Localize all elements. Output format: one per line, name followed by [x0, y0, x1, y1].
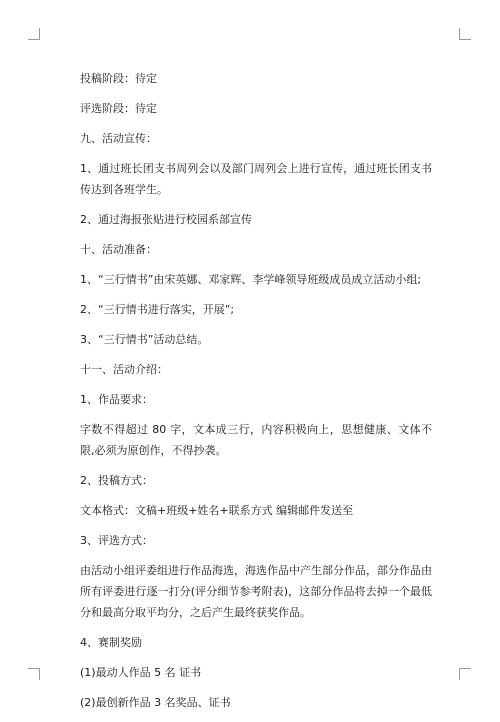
heading-publicity: 九、活动宣传： [80, 132, 157, 145]
paragraph-award-1: (1)最动人作品 5 名 证书 [80, 666, 202, 679]
subheading-awards: 4、赛制奖励 [80, 636, 142, 649]
paragraph-requirements: 字数不得超过 80 字，文本成三行，内容积极向上，思想健康、文体不限,必须为原创作，不得抄袭。 [80, 423, 432, 457]
crop-mark-bottom-right [459, 668, 471, 680]
paragraph-publicity-2: 2、通过海报张贴进行校园系部宣传 [80, 213, 252, 226]
paragraph-submission-stage: 投稿阶段：待定 [80, 72, 157, 85]
crop-mark-top-left [28, 28, 40, 40]
paragraph-publicity-1: 1、通过班长团支书周列会以及部门周列会上进行宣传，通过班长团支书传达到各班学生。 [80, 162, 432, 196]
heading-preparation: 十、活动准备： [80, 243, 157, 256]
paragraph-award-2: (2)最创新作品 3 名奖品、证书 [80, 696, 231, 709]
paragraph-judging-stage: 评选阶段：待定 [80, 102, 157, 115]
subheading-judging: 3、评选方式： [80, 534, 153, 547]
subheading-submission: 2、投稿方式： [80, 474, 153, 487]
heading-introduction: 十一、活动介绍： [80, 363, 168, 376]
crop-mark-bottom-left [28, 668, 40, 680]
crop-mark-top-right [459, 28, 471, 40]
paragraph-judging: 由活动小组评委组进行作品海选，海选作品中产生部分作品，部分作品由所有评委进行逐一打分(评分细节参考附表)，这部分作品将去掉一个最低分和最高分取平均分，之后产生最终获奖作品。 [80, 564, 432, 619]
paragraph-preparation-2: 2、“三行情书进行落实，开展”; [80, 303, 235, 316]
paragraph-preparation-1: 1、“三行情书”由宋英娜、邓家辉、李学峰领导班级成员成立活动小组; [80, 273, 422, 286]
document-body [80, 68, 432, 722]
subheading-requirements: 1、作品要求： [80, 393, 153, 406]
paragraph-submission-format: 文本格式：文稿+班级+姓名+联系方式 编辑邮件发送至 [80, 504, 354, 517]
paragraph-preparation-3: 3、“三行情书”活动总结。 [80, 333, 209, 346]
